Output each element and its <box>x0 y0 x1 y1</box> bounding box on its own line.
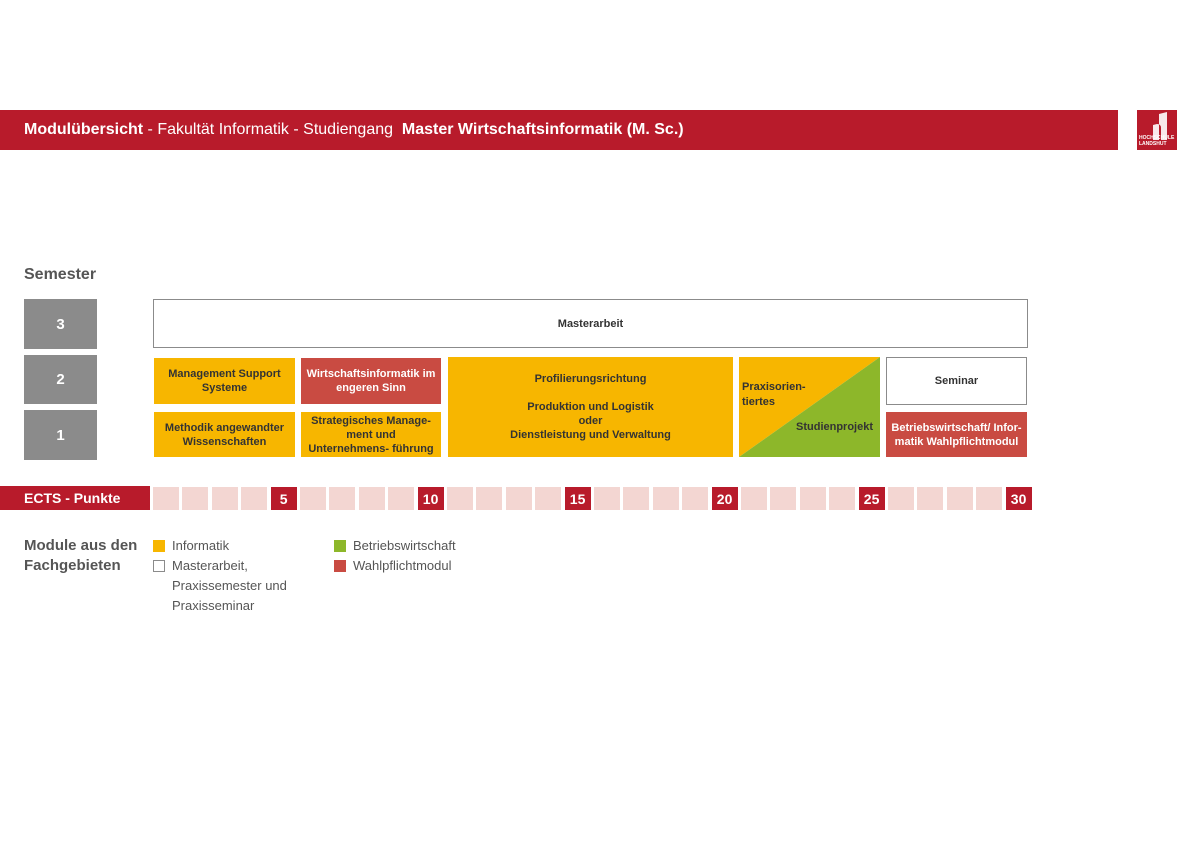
header-program-title: Master Wirtschaftsinformatik (M. Sc.) <box>401 121 684 138</box>
module-bwl-wahlpflicht: Betriebswirtschaft/ Infor- matik Wahlpflichtmodul <box>886 412 1027 457</box>
legend-master-line-1: Masterarbeit, <box>172 558 248 573</box>
module-wirtschaftsinformatik-engeren-sinn: Wirtschaftsinformatik im engeren Sinn <box>301 358 441 404</box>
semester-title: Semester <box>24 266 97 283</box>
legend-bwl-swatch <box>334 540 346 552</box>
ects-cell <box>506 487 532 510</box>
legend-wpf-swatch <box>334 560 346 572</box>
ects-mark: 30 <box>1006 487 1032 510</box>
legend-title <box>24 536 137 576</box>
legend-master-label <box>172 556 287 616</box>
legend-master-swatch <box>153 560 165 572</box>
ects-mark: 10 <box>418 487 444 510</box>
legend-bwl-label: Betriebswirtschaft <box>353 538 456 553</box>
legend-informatik-swatch <box>153 540 165 552</box>
module-praxis-studienprojekt <box>739 357 880 457</box>
semester-1-label: 1 <box>24 410 97 460</box>
ects-mark: 15 <box>565 487 591 510</box>
legend-master-line-3: Praxisseminar <box>172 598 255 613</box>
ects-cell <box>153 487 179 510</box>
module-masterarbeit: Masterarbeit <box>153 299 1028 348</box>
profil-option-1: Produktion und Logistik <box>527 401 654 413</box>
university-logo <box>1137 110 1177 150</box>
profil-or: oder <box>578 415 603 427</box>
ects-cell <box>476 487 502 510</box>
ects-cell <box>741 487 767 510</box>
profil-title: Profilierungsrichtung <box>534 373 647 385</box>
module-strategisches-management: Strategisches Manage- ment und Unternehmens- führung <box>301 412 441 457</box>
ects-cell <box>653 487 679 510</box>
ects-cell <box>212 487 238 510</box>
ects-cell <box>329 487 355 510</box>
ects-cell <box>241 487 267 510</box>
praxis-label: Praxisorien- tiertes <box>742 381 806 408</box>
header-title-middle: - Fakultät Informatik - Studiengang <box>143 121 398 138</box>
ects-cell <box>182 487 208 510</box>
ects-cell <box>300 487 326 510</box>
ects-cell <box>800 487 826 510</box>
profil-option-2: Dienstleistung und Verwaltung <box>510 429 671 441</box>
ects-label: ECTS - Punkte <box>0 486 150 510</box>
ects-cell <box>976 487 1002 510</box>
studienprojekt-label: Studienprojekt <box>796 421 874 433</box>
header-title-bold: Modulübersicht <box>24 121 144 138</box>
module-seminar: Seminar <box>886 357 1027 405</box>
ects-cell <box>947 487 973 510</box>
semester-2-label: 2 <box>24 355 97 404</box>
ects-cell <box>623 487 649 510</box>
legend-title-line-1: Module aus den <box>24 537 138 554</box>
ects-cell <box>917 487 943 510</box>
ects-cell <box>829 487 855 510</box>
ects-cell <box>359 487 385 510</box>
ects-cell <box>594 487 620 510</box>
legend-master-line-2: Praxissemester und <box>172 578 287 593</box>
header-bar <box>0 110 1118 150</box>
module-management-support-systeme: Management Support Systeme <box>154 358 295 404</box>
legend-informatik-label: Informatik <box>172 538 230 553</box>
logo-line-2: LANDSHUT <box>1139 141 1167 147</box>
legend-title-line-2: Fachgebieten <box>24 557 121 574</box>
ects-cell <box>388 487 414 510</box>
ects-cell <box>770 487 796 510</box>
ects-cell <box>682 487 708 510</box>
module-profilierungsrichtung <box>448 357 733 457</box>
ects-mark: 20 <box>712 487 738 510</box>
semester-3-label: 3 <box>24 299 97 349</box>
logo-line-1: HOCHSCHULE <box>1139 135 1175 141</box>
module-methodik: Methodik angewandter Wissenschaften <box>154 412 295 457</box>
ects-cell <box>888 487 914 510</box>
ects-mark: 5 <box>271 487 297 510</box>
ects-cell <box>535 487 561 510</box>
ects-mark: 25 <box>859 487 885 510</box>
ects-cell <box>447 487 473 510</box>
legend-wpf-label: Wahlpflichtmodul <box>353 558 452 573</box>
